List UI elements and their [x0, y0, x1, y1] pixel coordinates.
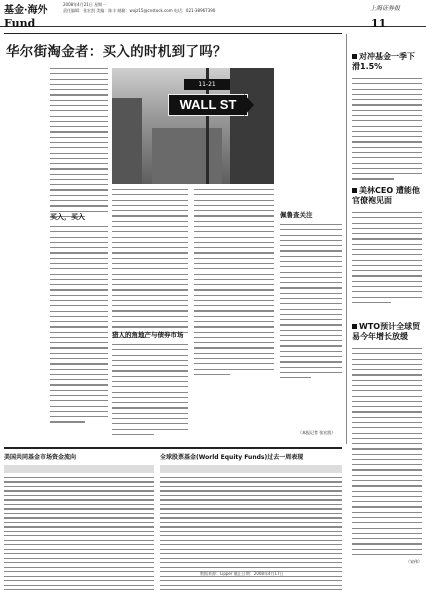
sidebar-item-1: [352, 52, 422, 184]
street-number-sign: 11-21: [184, 79, 230, 90]
fund-flow-title: 美国共同基金市场资金流向: [4, 454, 77, 461]
contact-line: 责任编辑：张宏凯 美编：陈丰 邮箱：wxjz15@cnstock.com 电话：021-38967390: [63, 8, 216, 13]
subheading-buy: 买入，买入: [50, 213, 85, 221]
world-equity-title: 全球股票基金(World Equity Funds)过去一周表现: [160, 454, 304, 461]
section-label: 基金·海外: [4, 5, 48, 16]
article-column-2: [112, 189, 188, 342]
article-column-1: [50, 68, 108, 221]
page-header: [0, 0, 426, 27]
sidebar-item-2: [352, 186, 422, 307]
sidebar-item-3: [352, 322, 422, 564]
article-column-2b: [112, 344, 188, 439]
headline: 华尔街淘金者：买入的时机到了吗？: [6, 44, 227, 60]
byline: （本报记者 张宏凯）: [298, 430, 336, 435]
wall-street-sign: WALL ST: [168, 94, 248, 116]
fund-flow-table: [4, 452, 154, 594]
arrow-icon: [244, 94, 254, 116]
world-equity-source: 数据来源：Lipper 截止日期：2008年4月17日: [200, 571, 284, 576]
sidebar-item-1-title: 对冲基金一季下滑1.5%: [352, 52, 415, 71]
section-en-label: Fund: [4, 17, 36, 30]
article-column-3: [194, 189, 274, 379]
masthead: 上海证券报: [370, 5, 401, 12]
article-column-4: [280, 224, 342, 382]
fund-flow-header-row: [4, 465, 154, 473]
date-line: 2008年4月21日 星期一: [63, 2, 107, 7]
bullet-icon: [352, 54, 357, 59]
sidebar-item-3-title: WTO预计全球贸易今年增长放缓: [352, 322, 421, 341]
article-column-1b: [50, 226, 108, 427]
wall-street-photo: [112, 68, 274, 184]
header-rule: [4, 33, 342, 34]
world-equity-header-row: [160, 465, 342, 473]
sidebar-item-2-title: 美林CEO 遭能他官僚袍见面: [352, 186, 420, 205]
bottom-rule: [4, 447, 342, 449]
subheading-real-estate: 猎人的角地产与债券市场: [112, 331, 184, 339]
page-number: 11: [371, 17, 387, 30]
bullet-icon: [352, 324, 357, 329]
subheading-focus: 佩鲁查关注: [280, 211, 313, 219]
bullet-icon: [352, 188, 357, 193]
sidebar-item-3-byline: （宋伟）: [406, 559, 422, 565]
sidebar-divider: [346, 34, 347, 444]
